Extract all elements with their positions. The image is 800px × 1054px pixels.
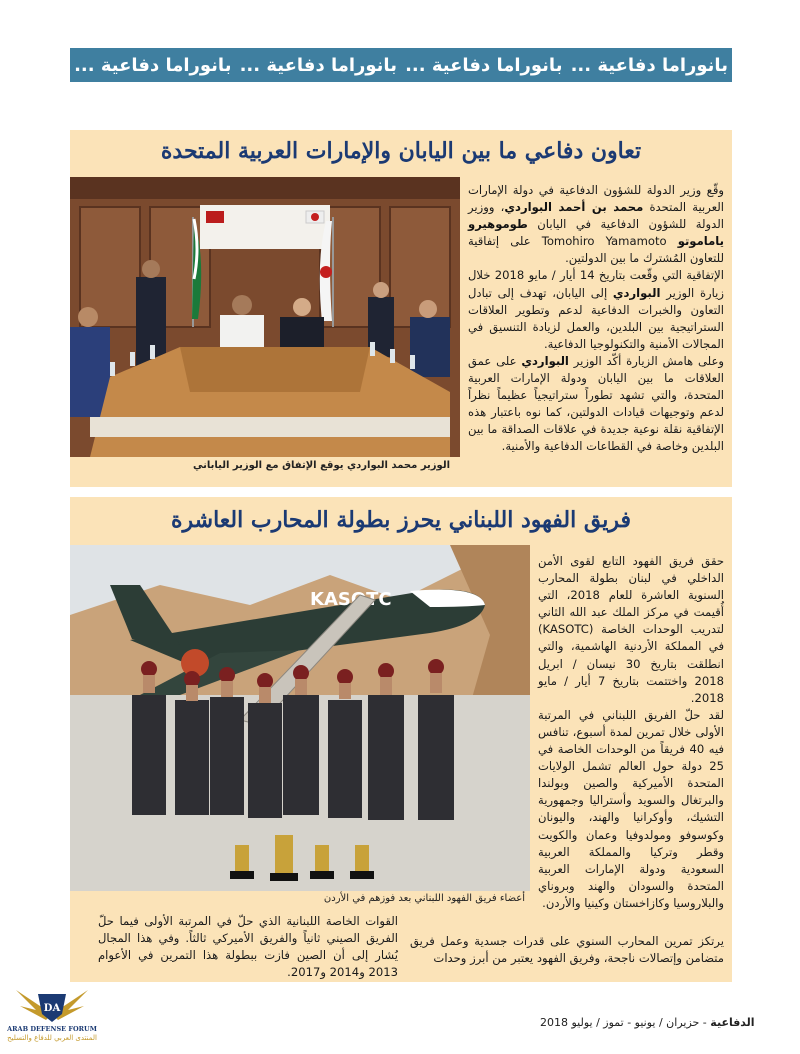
magazine-name: الدفاعية — [710, 1016, 755, 1029]
page-footer — [540, 1016, 755, 1029]
section-banner — [70, 48, 732, 82]
paragraph: حقق فريق الفهود التابع لقوى الأمن الداخلي في لبنان بطولة المحارب السنوية العاشرة للعام 2018، التي أُقيمت في مركز الملك عبد الله الثاني لتدريب الوحدات الخاصة (KASOTC) في المملكة الأردنية الهاشمية، والتي انطلقت بتاريخ 30 نيسان / ابريل 2018 واختتمت بتاريخ 7 أيار / مايو 2018. — [538, 554, 724, 705]
article-body-right — [538, 553, 724, 912]
paragraph: يرتكز تمرين المحارب السنوي على قدرات جسدية وعمل فريق متضامن وإتصالات ناجحة، وفريق الفهود يعتبر من أبرز وحدات — [410, 934, 724, 966]
logo-name-ar: المنتدى العربي للدفاع والتسليح — [7, 1034, 97, 1042]
team-illustration — [70, 545, 530, 891]
signing-illustration — [70, 177, 460, 457]
paragraph: وعلى هامش الزيارة أكّد الوزير البواردي على عمق العلاقات ما بين اليابان ودولة الإمارات العربية المتحدة، والتي تشهد تطوراً ستراتيجياً عظيماً نظراً لدعم وتوجيهات قيادات الدولتين، كما نوه باعتبار هذه الإتفاقية نقلة نوعية جديدة في علاقات الصداقة ما بين البلدين وخاصة في القطاعات الدفاعية والأمنية. — [468, 353, 724, 454]
article-headline: فريق الفهود اللبناني يحرز بطولة المحارب العاشرة — [171, 507, 631, 533]
article-body-continued — [410, 933, 724, 967]
logo-name-en: ARAB DEFENSE FORUM — [7, 1025, 97, 1033]
banner-item: بانوراما دفاعية ... — [570, 54, 728, 76]
signing-photo — [70, 177, 460, 457]
banner-item: بانوراما دفاعية ... — [405, 54, 563, 76]
paragraph: وقّع وزير الدولة للشؤون الدفاعية في دولة الإمارات العربية المتحدة محمد بن أحمد البواردي، ووزير الدولة للشؤون الدفاعية في اليابان طوموهيرو ياماموتو Tomohiro Yamamoto على إتفاقية للتعاون المُشترك ما بين الدولتين. — [468, 183, 724, 266]
article-body — [468, 182, 724, 456]
paragraph: الإتفاقية التي وقّعت بتاريخ 14 أيار / مايو 2018 خلال زيارة الوزير البواردي إلى اليابان، تهدف إلى تبادل التعاون والخبرات الدفاعية لدعم وتطوير العلاقات الستراتيجية بين البلدين، والعمل لزيادة التنسيق في المجالات الأمنية والتكنولوجيا الدفاعية. — [468, 268, 724, 351]
article-lebanese-panthers — [70, 497, 732, 982]
photo-caption: الوزير محمد البواردي يوقع الإتفاق مع الوزير الياباني — [193, 460, 450, 471]
eagle-icon — [6, 984, 98, 1026]
paragraph: لقد حلّ الفريق اللبناني في المرتبة الأولى خلال تمرين لمدة أسبوع، تنافس فيه 40 فريقاً من الوحدات الخاصة في 25 دولة حول العالم تشمل الولايات المتحدة الأميركية والصين وبولندا والبرتغال والسويد وأستراليا وجمهورية التشيك، وأوكرانيا والهند، واليونان وكوسوفو ومولدوفيا وعمان والكويت وقطر وتركيا والمملكة العربية السعودية ودولة الإمارات العربية المتحدة والسودان والهند وبروناي والبلاروسيا وكازاخستان وكينيا والأردن. — [538, 707, 724, 910]
issue-date: - حزيران / يونيو - تموز / يوليو 2018 — [540, 1016, 711, 1029]
svg-text:DA: DA — [43, 1003, 61, 1014]
plane-label: KASOTC — [310, 589, 392, 610]
team-photo — [70, 545, 530, 891]
paragraph: القوات الخاصة اللبنانية الذي حلّ في المرتبة الأولى فيما حلّ الفريق الصيني ثانياً والفريق الأميركي ثالثاً. وفي هذا المجال يُشار إلى أن الصين فازت ببطولة هذا التمرين في الأعوام 2013 و2014 و2017. — [98, 914, 398, 980]
arab-defense-forum-logo — [6, 984, 98, 1050]
banner-item: بانوراما دفاعية ... — [239, 54, 397, 76]
article-headline: تعاون دفاعي ما بين اليابان والإمارات العربية المتحدة — [160, 138, 642, 164]
banner-item: بانوراما دفاعية ... — [74, 54, 232, 76]
article-body-bottom — [98, 913, 398, 981]
photo-caption: أعضاء فريق الفهود اللبناني بعد فوزهم في الأردن — [323, 893, 525, 904]
article-japan-uae — [70, 130, 732, 487]
